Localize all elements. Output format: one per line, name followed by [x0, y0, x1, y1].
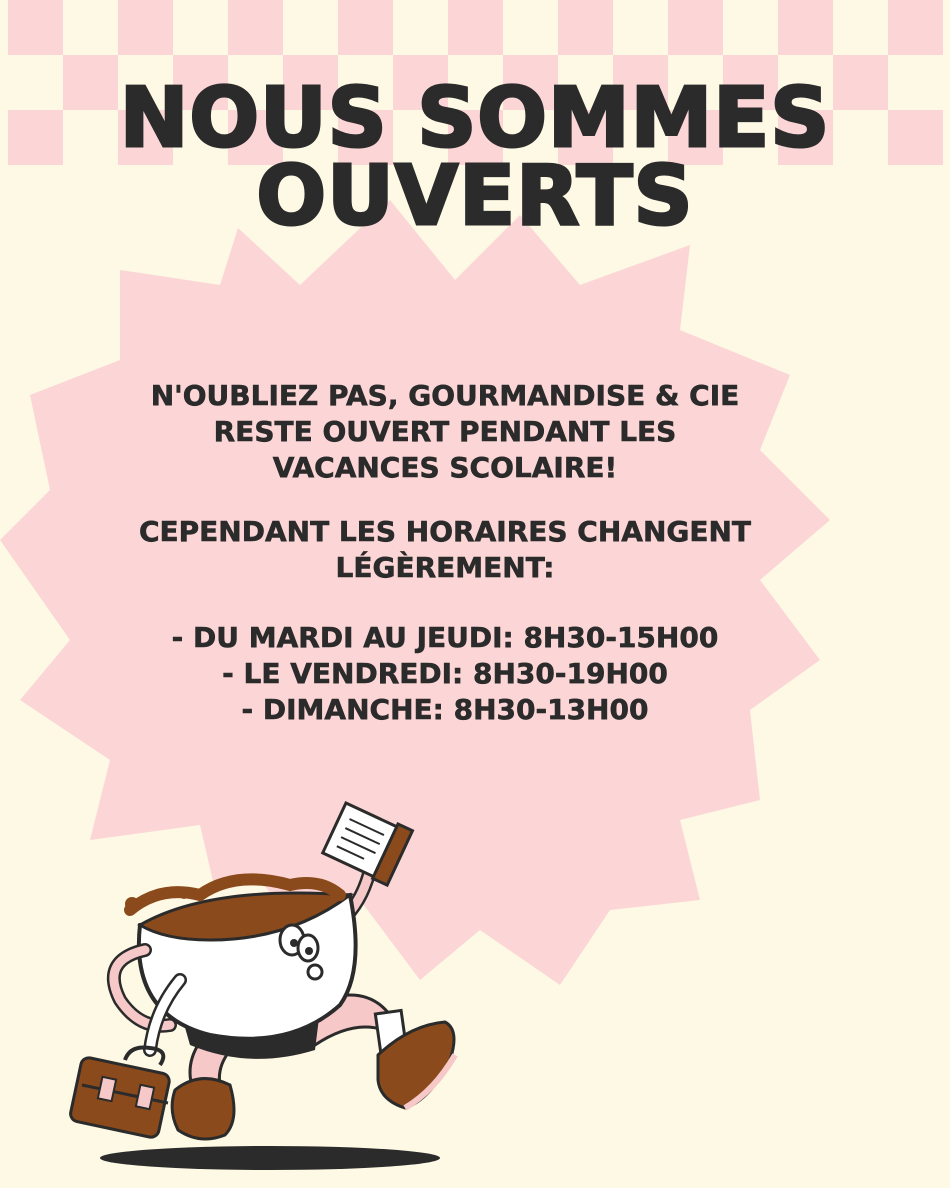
title-line-2: OUVERTS [256, 149, 694, 244]
hours-item-friday: - LE VENDREDI: 8H30-19H00 [222, 657, 668, 690]
hours-note-text: CEPENDANT LES HORAIRES CHANGENT LÉGÈREMENT: [138, 515, 752, 584]
hours-list [135, 620, 755, 728]
hours-item-sunday: - DIMANCHE: 8H30-13H00 [241, 693, 649, 726]
title-line-1: NOUS SOMMES [119, 71, 831, 166]
running-coffee-cup-mascot-icon [60, 800, 480, 1180]
hours-item-tuesday-thursday: - DU MARDI AU JEUDI: 8H30-15H00 [171, 621, 719, 654]
page-title [0, 71, 950, 244]
intro-text: N'OUBLIEZ PAS, GOURMANDISE & CIE RESTE OUVERT PENDANT LES VACANCES SCOLAIRE! [150, 379, 740, 484]
